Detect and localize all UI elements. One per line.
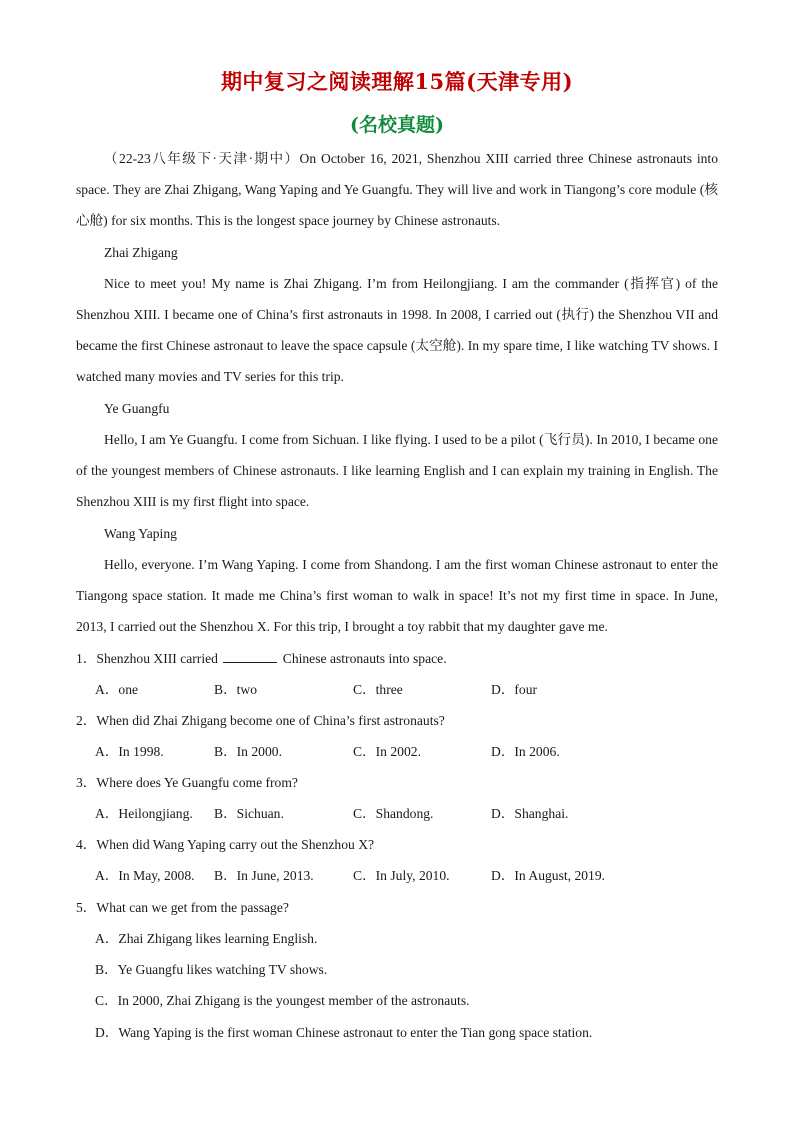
option-a[interactable]: A．one	[95, 682, 139, 697]
option-b[interactable]: B．In 2000.	[214, 744, 282, 759]
option-c[interactable]: C．In 2000, Zhai Zhigang is the youngest member of the astronauts.	[95, 993, 470, 1008]
option-a[interactable]: A．In May, 2008.	[95, 868, 195, 883]
section-name-wang: Wang Yaping	[104, 526, 177, 541]
option-b[interactable]: B．Ye Guangfu likes watching TV shows.	[95, 962, 328, 977]
option-c[interactable]: C．In 2002.	[353, 744, 421, 759]
question-number: 3．	[76, 775, 97, 790]
option-b[interactable]: B．two	[214, 682, 258, 697]
question-3	[76, 773, 298, 793]
question-number: 1．	[76, 651, 97, 666]
page-subtitle: (名校真题)	[350, 114, 444, 136]
question-stem: What can we get from the passage?	[96, 900, 289, 915]
option-d[interactable]: D．In August, 2019.	[491, 868, 606, 883]
question-stem-after: Chinese astronauts into space.	[282, 651, 447, 666]
question-stem: Where does Ye Guangfu come from?	[96, 775, 298, 790]
option-c[interactable]: C．three	[353, 682, 403, 697]
question-4	[76, 835, 374, 855]
option-b[interactable]: B．Sichuan.	[214, 806, 284, 821]
question-1	[76, 649, 447, 669]
answer-blank[interactable]	[223, 650, 277, 663]
section-text-ye: Hello, I am Ye Guangfu. I come from Sichuan. I like flying. I used to be a pilot (飞行员). In 2010, I became one of the youngest members of Chinese astronauts. I like learning English and I can explain my training in English. The Shenzhou XIII is my first flight into space.	[76, 432, 718, 509]
question-number: 2．	[76, 713, 97, 728]
option-b[interactable]: B．In June, 2013.	[214, 868, 314, 883]
option-a[interactable]: A．Zhai Zhigang likes learning English.	[95, 931, 318, 946]
question-number: 5．	[76, 900, 97, 915]
question-stem-before: Shenzhou XIII carried	[96, 651, 218, 666]
question-stem: When did Wang Yaping carry out the Shenzhou X?	[96, 837, 375, 852]
question-number: 4．	[76, 837, 97, 852]
question-stem: When did Zhai Zhigang become one of China’s first astronauts?	[96, 713, 445, 728]
question-5	[76, 898, 289, 918]
option-a[interactable]: A．In 1998.	[95, 744, 164, 759]
option-d[interactable]: D．four	[491, 682, 538, 697]
option-a[interactable]: A．Heilongjiang.	[95, 806, 193, 821]
section-name-zhai: Zhai Zhigang	[104, 245, 178, 260]
section-text-zhai: Nice to meet you! My name is Zhai Zhigang. I’m from Heilongjiang. I am the commander (指挥官) of the Shenzhou XIII. I became one of China’s first astronauts in 1998. In 2008, I carried out (执行) the Shenzhou VII and became the first Chinese astronaut to leave the space capsule (太空舱). In my spare time, I like watching TV shows. I watched many movies and TV series for this trip.	[76, 276, 718, 384]
question-2	[76, 711, 445, 731]
option-d[interactable]: D．Wang Yaping is the first woman Chinese astronaut to enter the Tian gong space station.	[95, 1025, 593, 1040]
option-c[interactable]: C．In July, 2010.	[353, 868, 450, 883]
section-text-wang: Hello, everyone. I’m Wang Yaping. I come from Shandong. I am the first woman Chinese astronaut to enter the Tiangong space station. It made me China’s first woman to walk in space! It’s not my first time in space. In June, 2013, I carried out the Shenzhou X. For this trip, I brought a toy rabbit that my daughter gave me.	[76, 557, 718, 634]
passage-intro: （22-23八年级下·天津·期中）On October 16, 2021, Shenzhou XIII carried three Chinese astronauts into space. They are Zhai Zhigang, Wang Yaping and Ye Guangfu. They will live and work in Tiangong’s core module (核心舱) for six months. This is the longest space journey by Chinese astronauts.	[76, 151, 718, 228]
page-title: 期中复习之阅读理解15篇(天津专用)	[220, 69, 574, 94]
option-c[interactable]: C．Shandong.	[353, 806, 434, 821]
option-d[interactable]: D．Shanghai.	[491, 806, 569, 821]
section-name-ye: Ye Guangfu	[104, 401, 170, 416]
option-d[interactable]: D．In 2006.	[491, 744, 560, 759]
